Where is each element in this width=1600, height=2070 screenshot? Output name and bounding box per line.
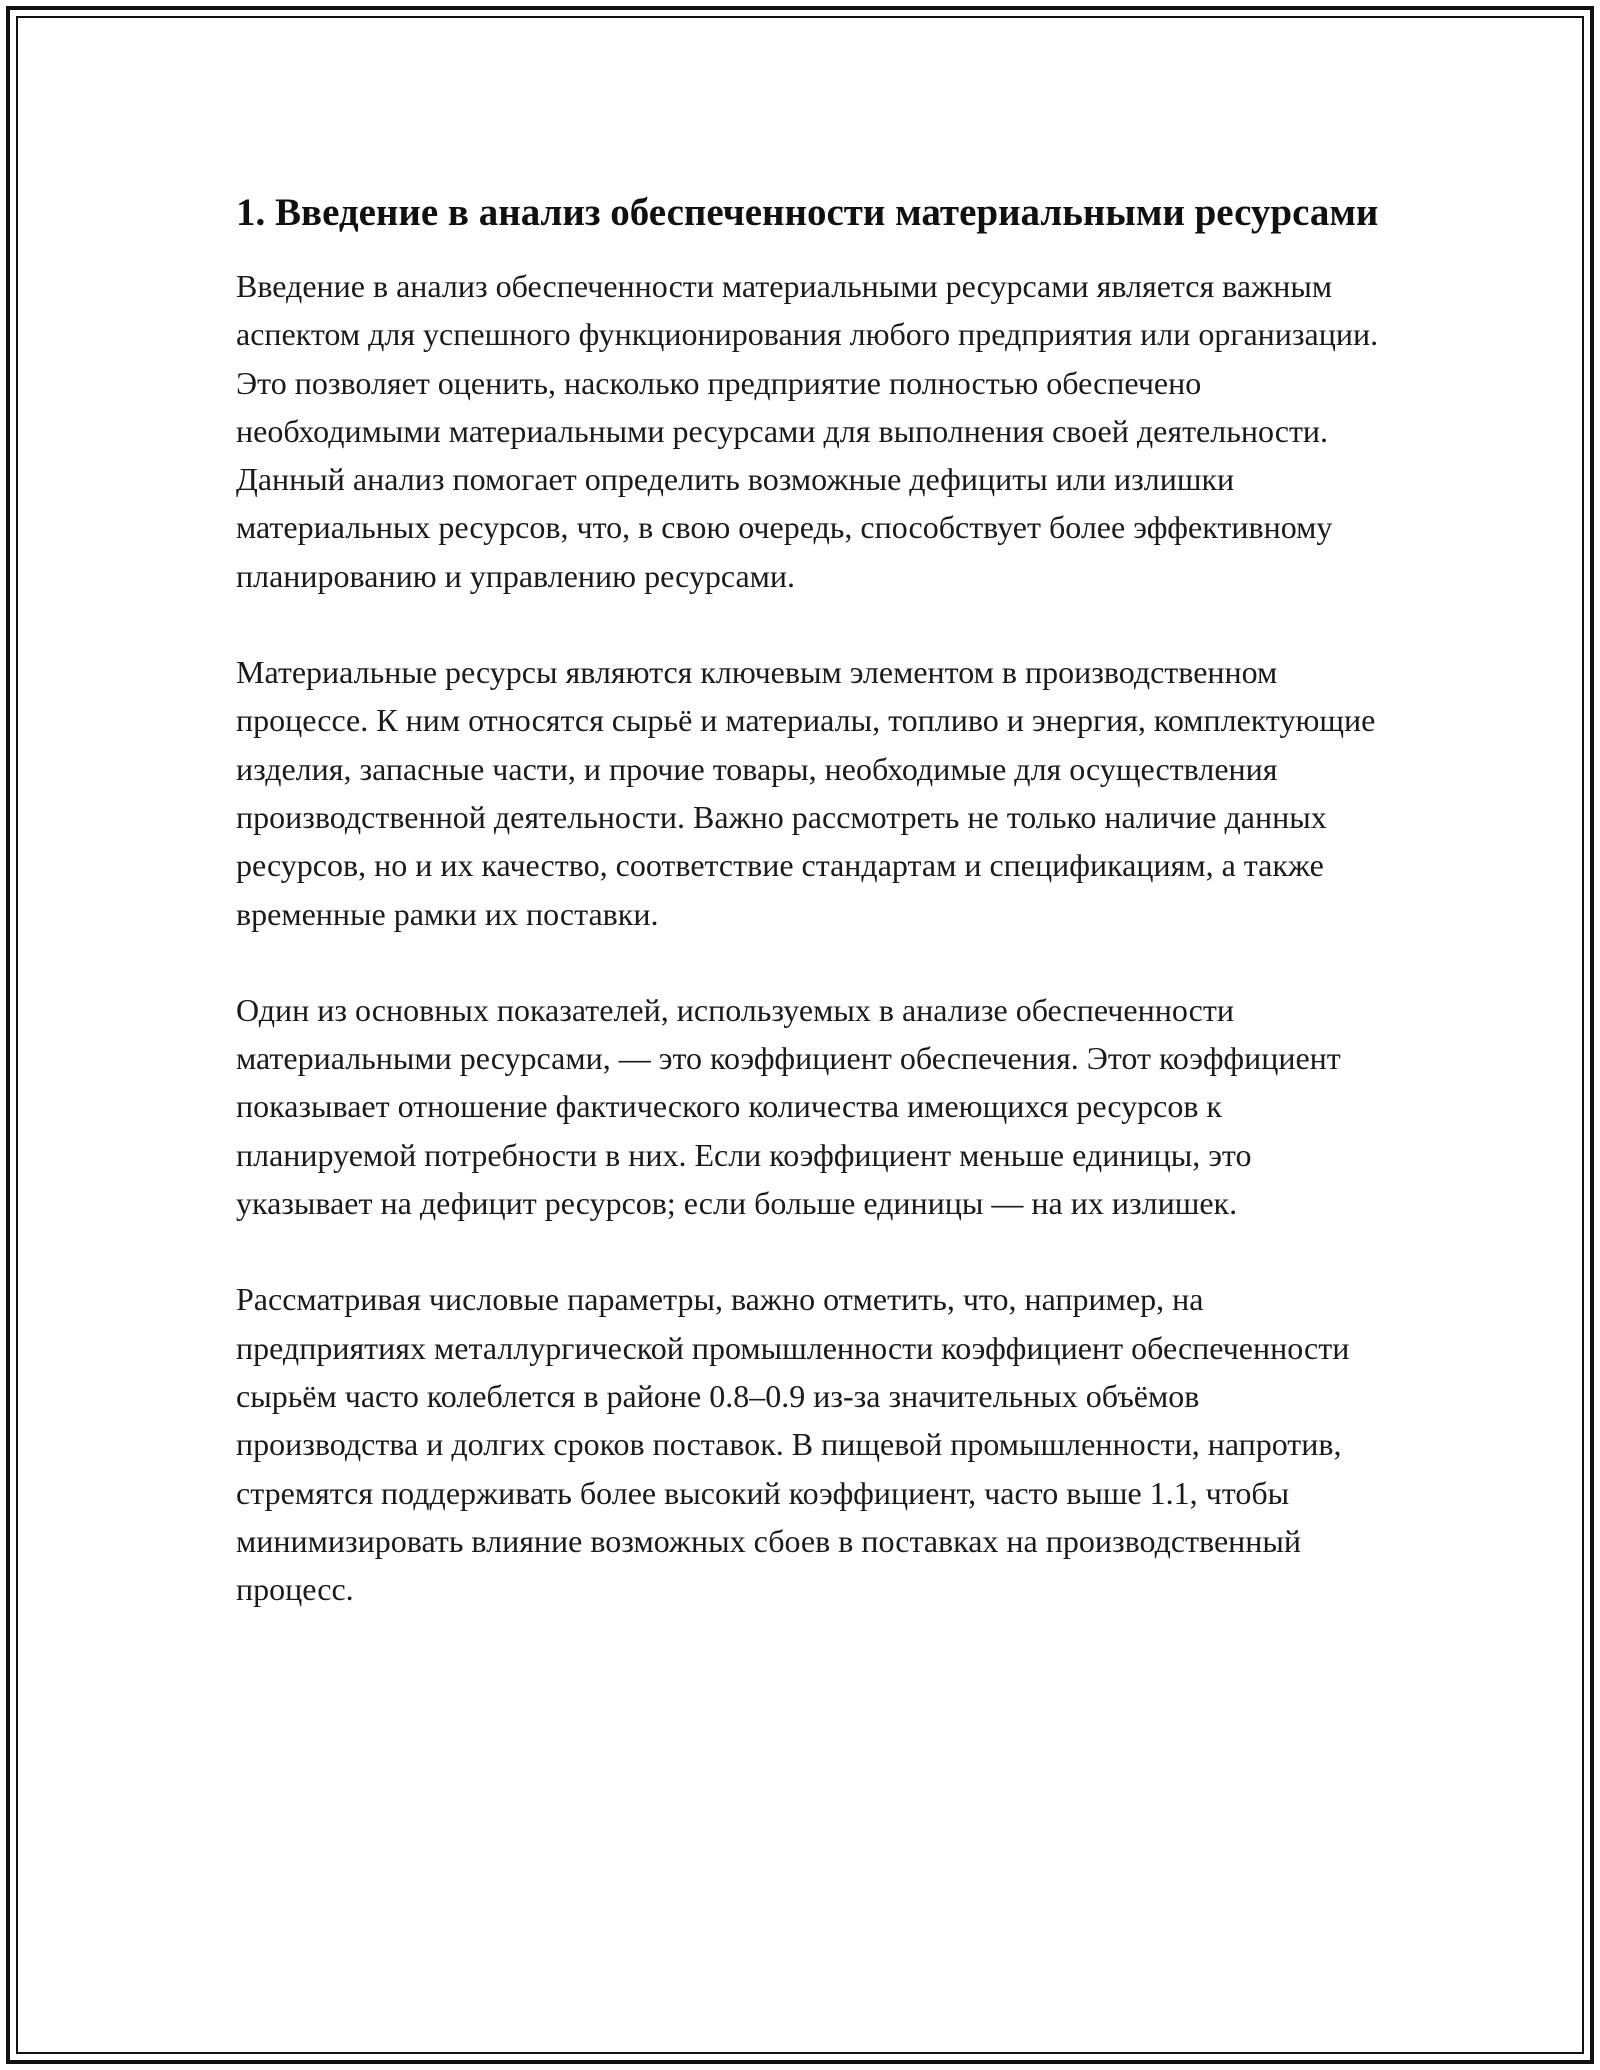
section-title: 1. Введение в анализ обеспеченности материальными ресурсами [236, 191, 1379, 234]
document-body [236, 185, 1386, 1661]
paragraph-material-resources: Материальные ресурсы являются ключевым элементом в производственном процессе. К ним относятся сырьё и материалы, топливо и энергия, комплектующие изделия, запасные части, и прочие товары, необходимые для осуществления производственной деятельности. Важно рассмотреть не только наличие данных ресурсов, но и их качество, соответствие стандартам и спецификациям, а также временные рамки их поставки. [236, 654, 1376, 932]
paragraph-introduction: Введение в анализ обеспеченности материальными ресурсами является важным аспектом для успешного функционирования любого предприятия или организации. Это позволяет оценить, насколько предприятие полностью обеспечено необходимыми материальными ресурсами для выполнения своей деятельности. Данный анализ помогает определить возможные дефициты или излишки материальных ресурсов, что, в свою очередь, способствует более эффективному планированию и управлению ресурсами. [236, 268, 1379, 594]
paragraph-numeric-parameters: Рассматривая числовые параметры, важно отметить, что, например, на предприятиях металлургической промышленности коэффициент обеспеченности сырьём часто колеблется в районе 0.8–0.9 из-за значительных объёмов производства и долгих сроков поставок. В пищевой промышленности, напротив, стремятся поддерживать более высокий коэффициент, часто выше 1.1, чтобы минимизировать влияние возможных сбоев в поставках на производственный процесс. [236, 1281, 1350, 1608]
paragraph-supply-coefficient: Один из основных показателей, используемых в анализе обеспеченности материальными ресурсами, — это коэффициент обеспечения. Этот коэффициент показывает отношение фактического количества имеющихся ресурсов к планируемой потребности в них. Если коэффициент меньше единицы, это указывает на дефицит ресурсов; если больше единицы — на их излишек. [236, 991, 1341, 1222]
